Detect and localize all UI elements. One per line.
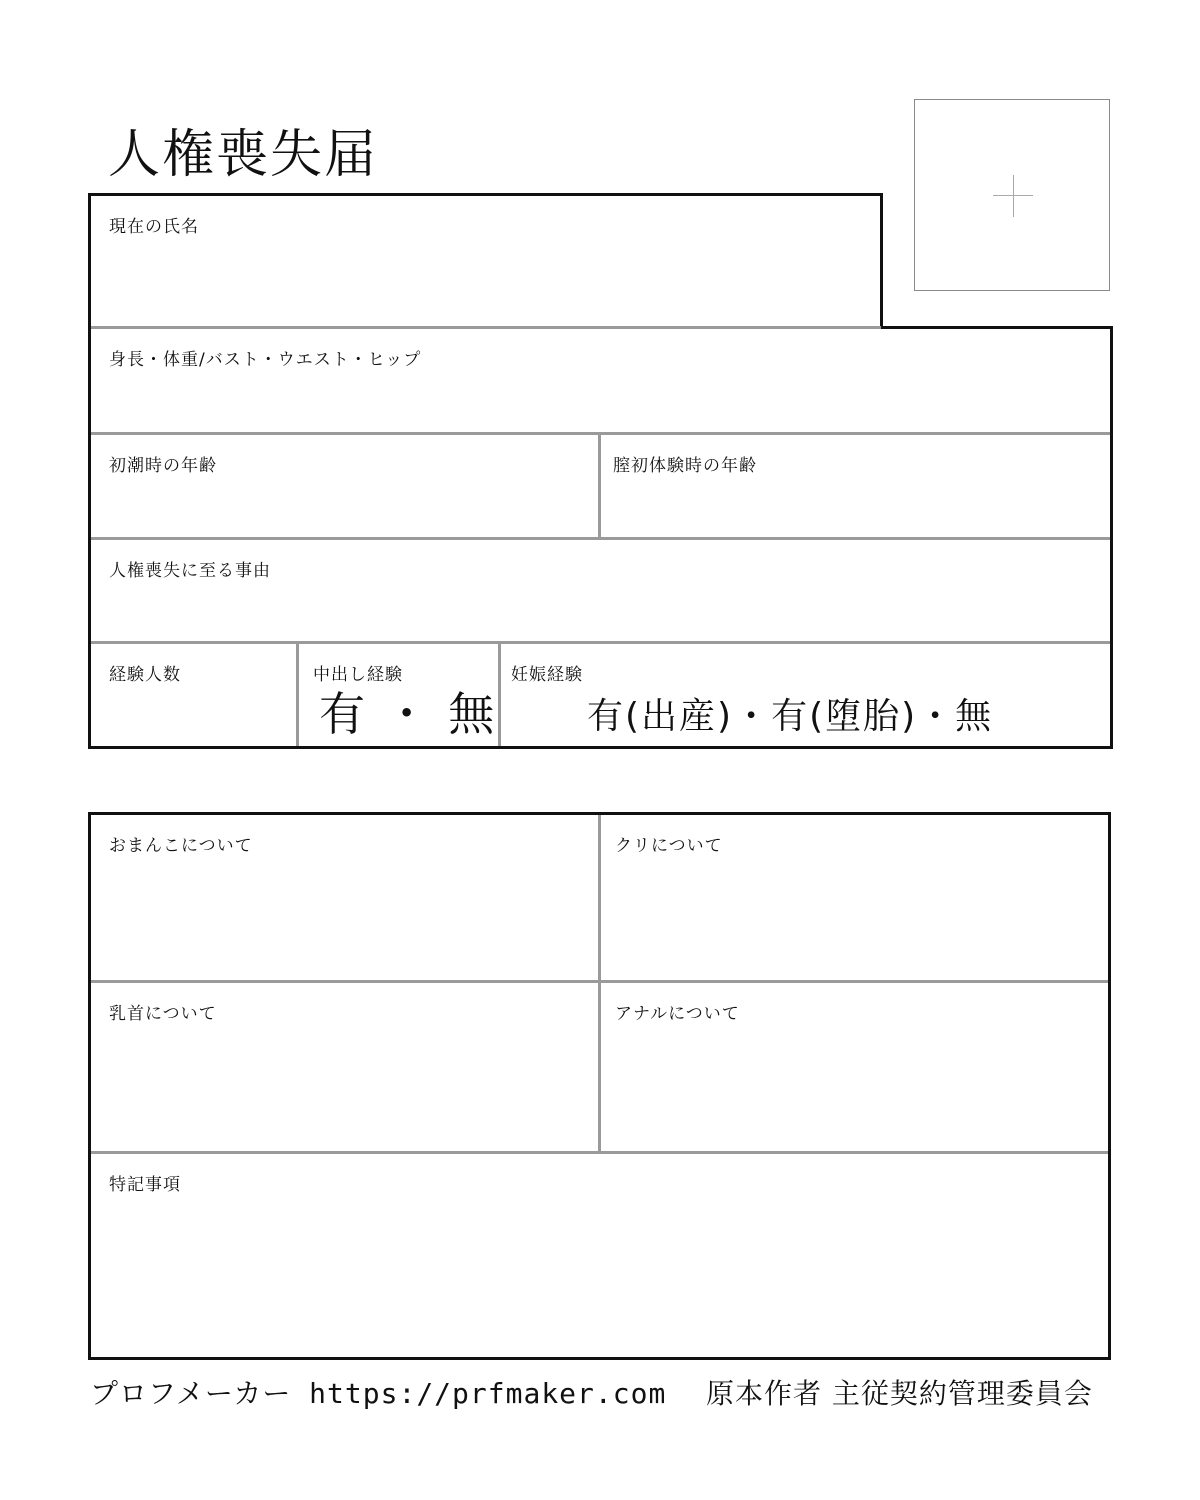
- first-vaginal-age-label: 膣初体験時の年齢: [613, 456, 757, 476]
- body-measurements-label: 身長・体重/バスト・ウエスト・ヒップ: [109, 350, 422, 370]
- pregnancy-field[interactable]: [501, 644, 1110, 746]
- vagina-notes-label: おまんこについて: [109, 836, 253, 856]
- body-measurements-field[interactable]: [91, 329, 1110, 432]
- reason-field[interactable]: [91, 540, 1110, 641]
- name-field[interactable]: [91, 196, 880, 326]
- clit-notes-field[interactable]: [601, 815, 1108, 980]
- footer-site-credit: プロフメーカー https://prfmaker.com: [90, 1377, 667, 1410]
- menarche-age-field[interactable]: [91, 435, 598, 537]
- pregnancy-options[interactable]: 有(出産)・有(堕胎)・無: [587, 696, 994, 737]
- nipple-notes-field[interactable]: [91, 983, 598, 1151]
- anal-notes-field[interactable]: [601, 983, 1108, 1151]
- menarche-age-label: 初潮時の年齢: [109, 456, 217, 476]
- photo-upload-box[interactable]: [914, 99, 1110, 291]
- anal-notes-label: アナルについて: [615, 1004, 740, 1024]
- creampie-options[interactable]: 有 ・ 無: [319, 687, 497, 741]
- first-vaginal-age-field[interactable]: [601, 435, 1110, 537]
- partners-count-field[interactable]: [91, 644, 296, 746]
- page-title: 人権喪失届: [108, 125, 379, 185]
- pregnancy-label: 妊娠経験: [511, 665, 583, 685]
- clit-notes-label: クリについて: [615, 836, 723, 856]
- vagina-notes-field[interactable]: [91, 815, 598, 980]
- partners-count-label: 経験人数: [109, 665, 181, 685]
- special-notes-field[interactable]: [91, 1154, 1108, 1357]
- creampie-label: 中出し経験: [313, 665, 403, 685]
- nipple-notes-label: 乳首について: [109, 1004, 217, 1024]
- reason-label: 人権喪失に至る事由: [109, 561, 271, 581]
- footer-author-credit: 原本作者 主従契約管理委員会: [706, 1377, 1093, 1410]
- special-notes-label: 特記事項: [109, 1175, 181, 1195]
- name-label: 現在の氏名: [109, 217, 199, 237]
- creampie-field[interactable]: [299, 644, 498, 746]
